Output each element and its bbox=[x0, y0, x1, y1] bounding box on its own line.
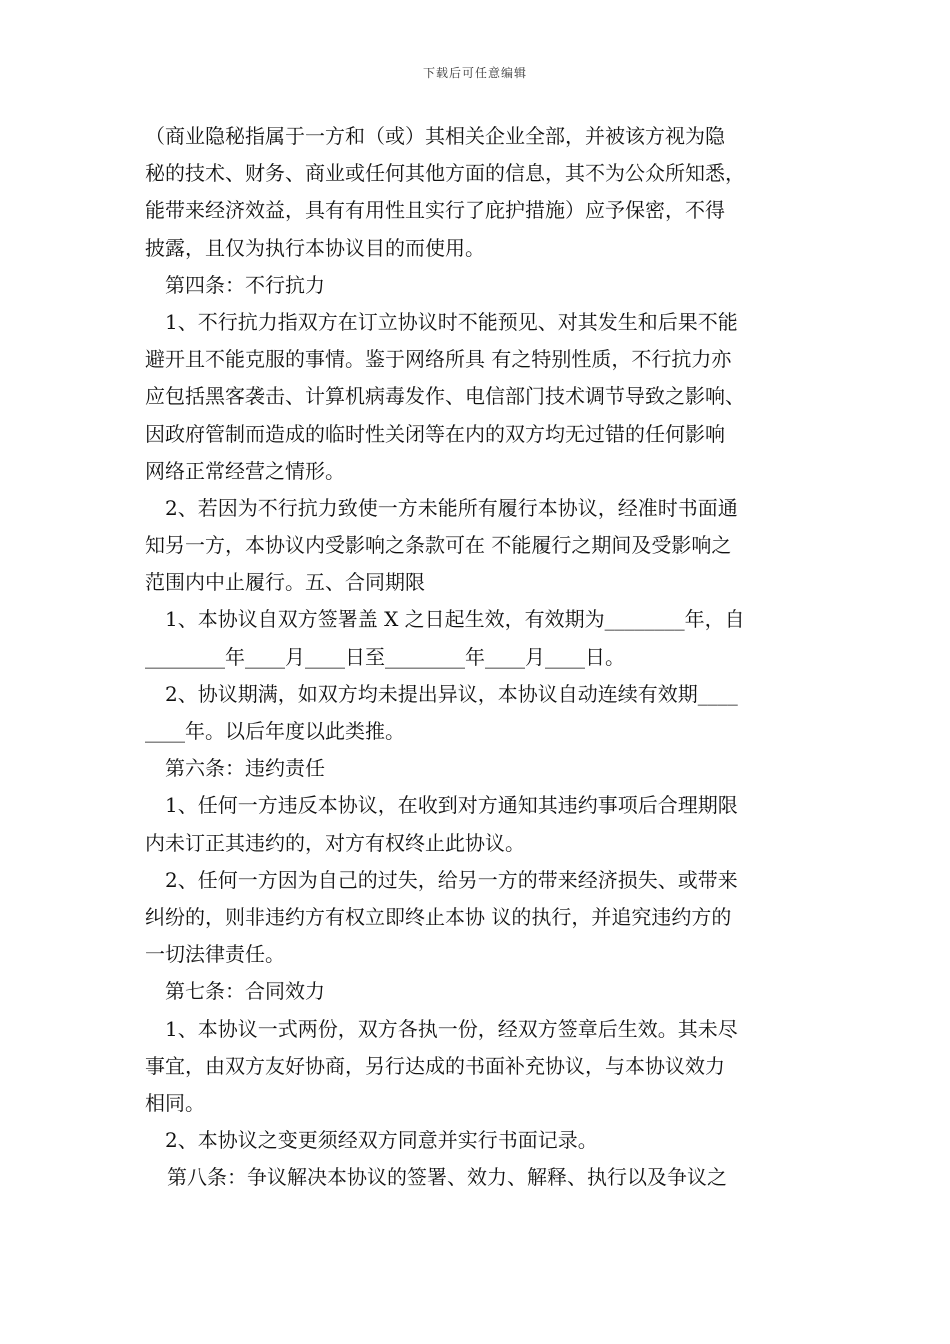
text-line: 2、任何一方因为自己的过失，给另一方的带来经济损失、或带来 bbox=[165, 867, 738, 892]
text-line: 第六条：违约责任 bbox=[165, 756, 325, 781]
text-line: ________年____月____日至________年____月____日。 bbox=[145, 644, 625, 669]
text-line: 秘的技术、财务、商业或任何其他方面的信息，其不为公众所知悉， bbox=[145, 161, 745, 186]
page-header: 下载后可任意编辑 bbox=[422, 66, 527, 80]
text-line: 事宜，由双方友好协商，另行达成的书面补充协议，与本协议效力 bbox=[145, 1053, 725, 1078]
text-line: 1、本协议一式两份，双方各执一份，经双方签章后生效。其未尽 bbox=[165, 1016, 738, 1041]
text-line: 避开且不能克服的事情。鉴于网络所具 有之特别性质，不行抗力亦 bbox=[145, 347, 732, 372]
text-line: 能带来经济效益，具有有用性且实行了庇护措施）应予保密，不得 bbox=[145, 198, 725, 223]
text-line: 知另一方，本协议内受影响之条款可在 不能履行之期间及受影响之 bbox=[145, 533, 732, 558]
text-line: 相同。 bbox=[145, 1090, 205, 1115]
text-line: 第七条：合同效力 bbox=[165, 979, 325, 1004]
text-line: 范围内中止履行。五、合同期限 bbox=[145, 570, 425, 595]
text-line: 第八条：争议解决本协议的签署、效力、解释、执行以及争议之 bbox=[167, 1165, 727, 1190]
text-line: 纠纷的，则非违约方有权立即终止本协 议的执行，并追究违约方的 bbox=[145, 904, 732, 929]
text-line: 2、若因为不行抗力致使一方未能所有履行本协议，经准时书面通 bbox=[165, 495, 738, 520]
text-line: 因政府管制而造成的临时性关闭等在内的双方均无过错的任何影响 bbox=[145, 421, 725, 446]
text-line: ____年。以后年度以此类推。 bbox=[145, 719, 405, 743]
text-line: 2、本协议之变更须经双方同意并实行书面记录。 bbox=[165, 1128, 598, 1153]
text-line: 一切法律责任。 bbox=[145, 942, 285, 967]
text-line: 网络正常经营之情形。 bbox=[145, 458, 345, 483]
document-body bbox=[145, 118, 810, 1196]
text-line: 1、本协议自双方签署盖 X 之日起生效，有效期为________年，自 bbox=[165, 607, 745, 632]
text-line: 1、任何一方违反本协议，在收到对方通知其违约事项后合理期限 bbox=[165, 793, 738, 818]
text-line: 内未订正其违约的，对方有权终止此协议。 bbox=[145, 830, 525, 855]
text-line: 第四条：不行抗力 bbox=[165, 272, 325, 297]
text-line: 披露，且仅为执行本协议目的而使用。 bbox=[145, 235, 485, 260]
text-line: 应包括黑客袭击、计算机病毒发作、电信部门技术调节导致之影响、 bbox=[145, 384, 745, 409]
text-line: （商业隐秘指属于一方和（或）其相关企业全部，并被该方视为隐 bbox=[145, 124, 725, 148]
text-line: 2、协议期满，如双方均未提出异议，本协议自动连续有效期____ bbox=[165, 681, 738, 706]
text-line: 1、不行抗力指双方在订立协议时不能预见、对其发生和后果不能 bbox=[165, 309, 738, 334]
